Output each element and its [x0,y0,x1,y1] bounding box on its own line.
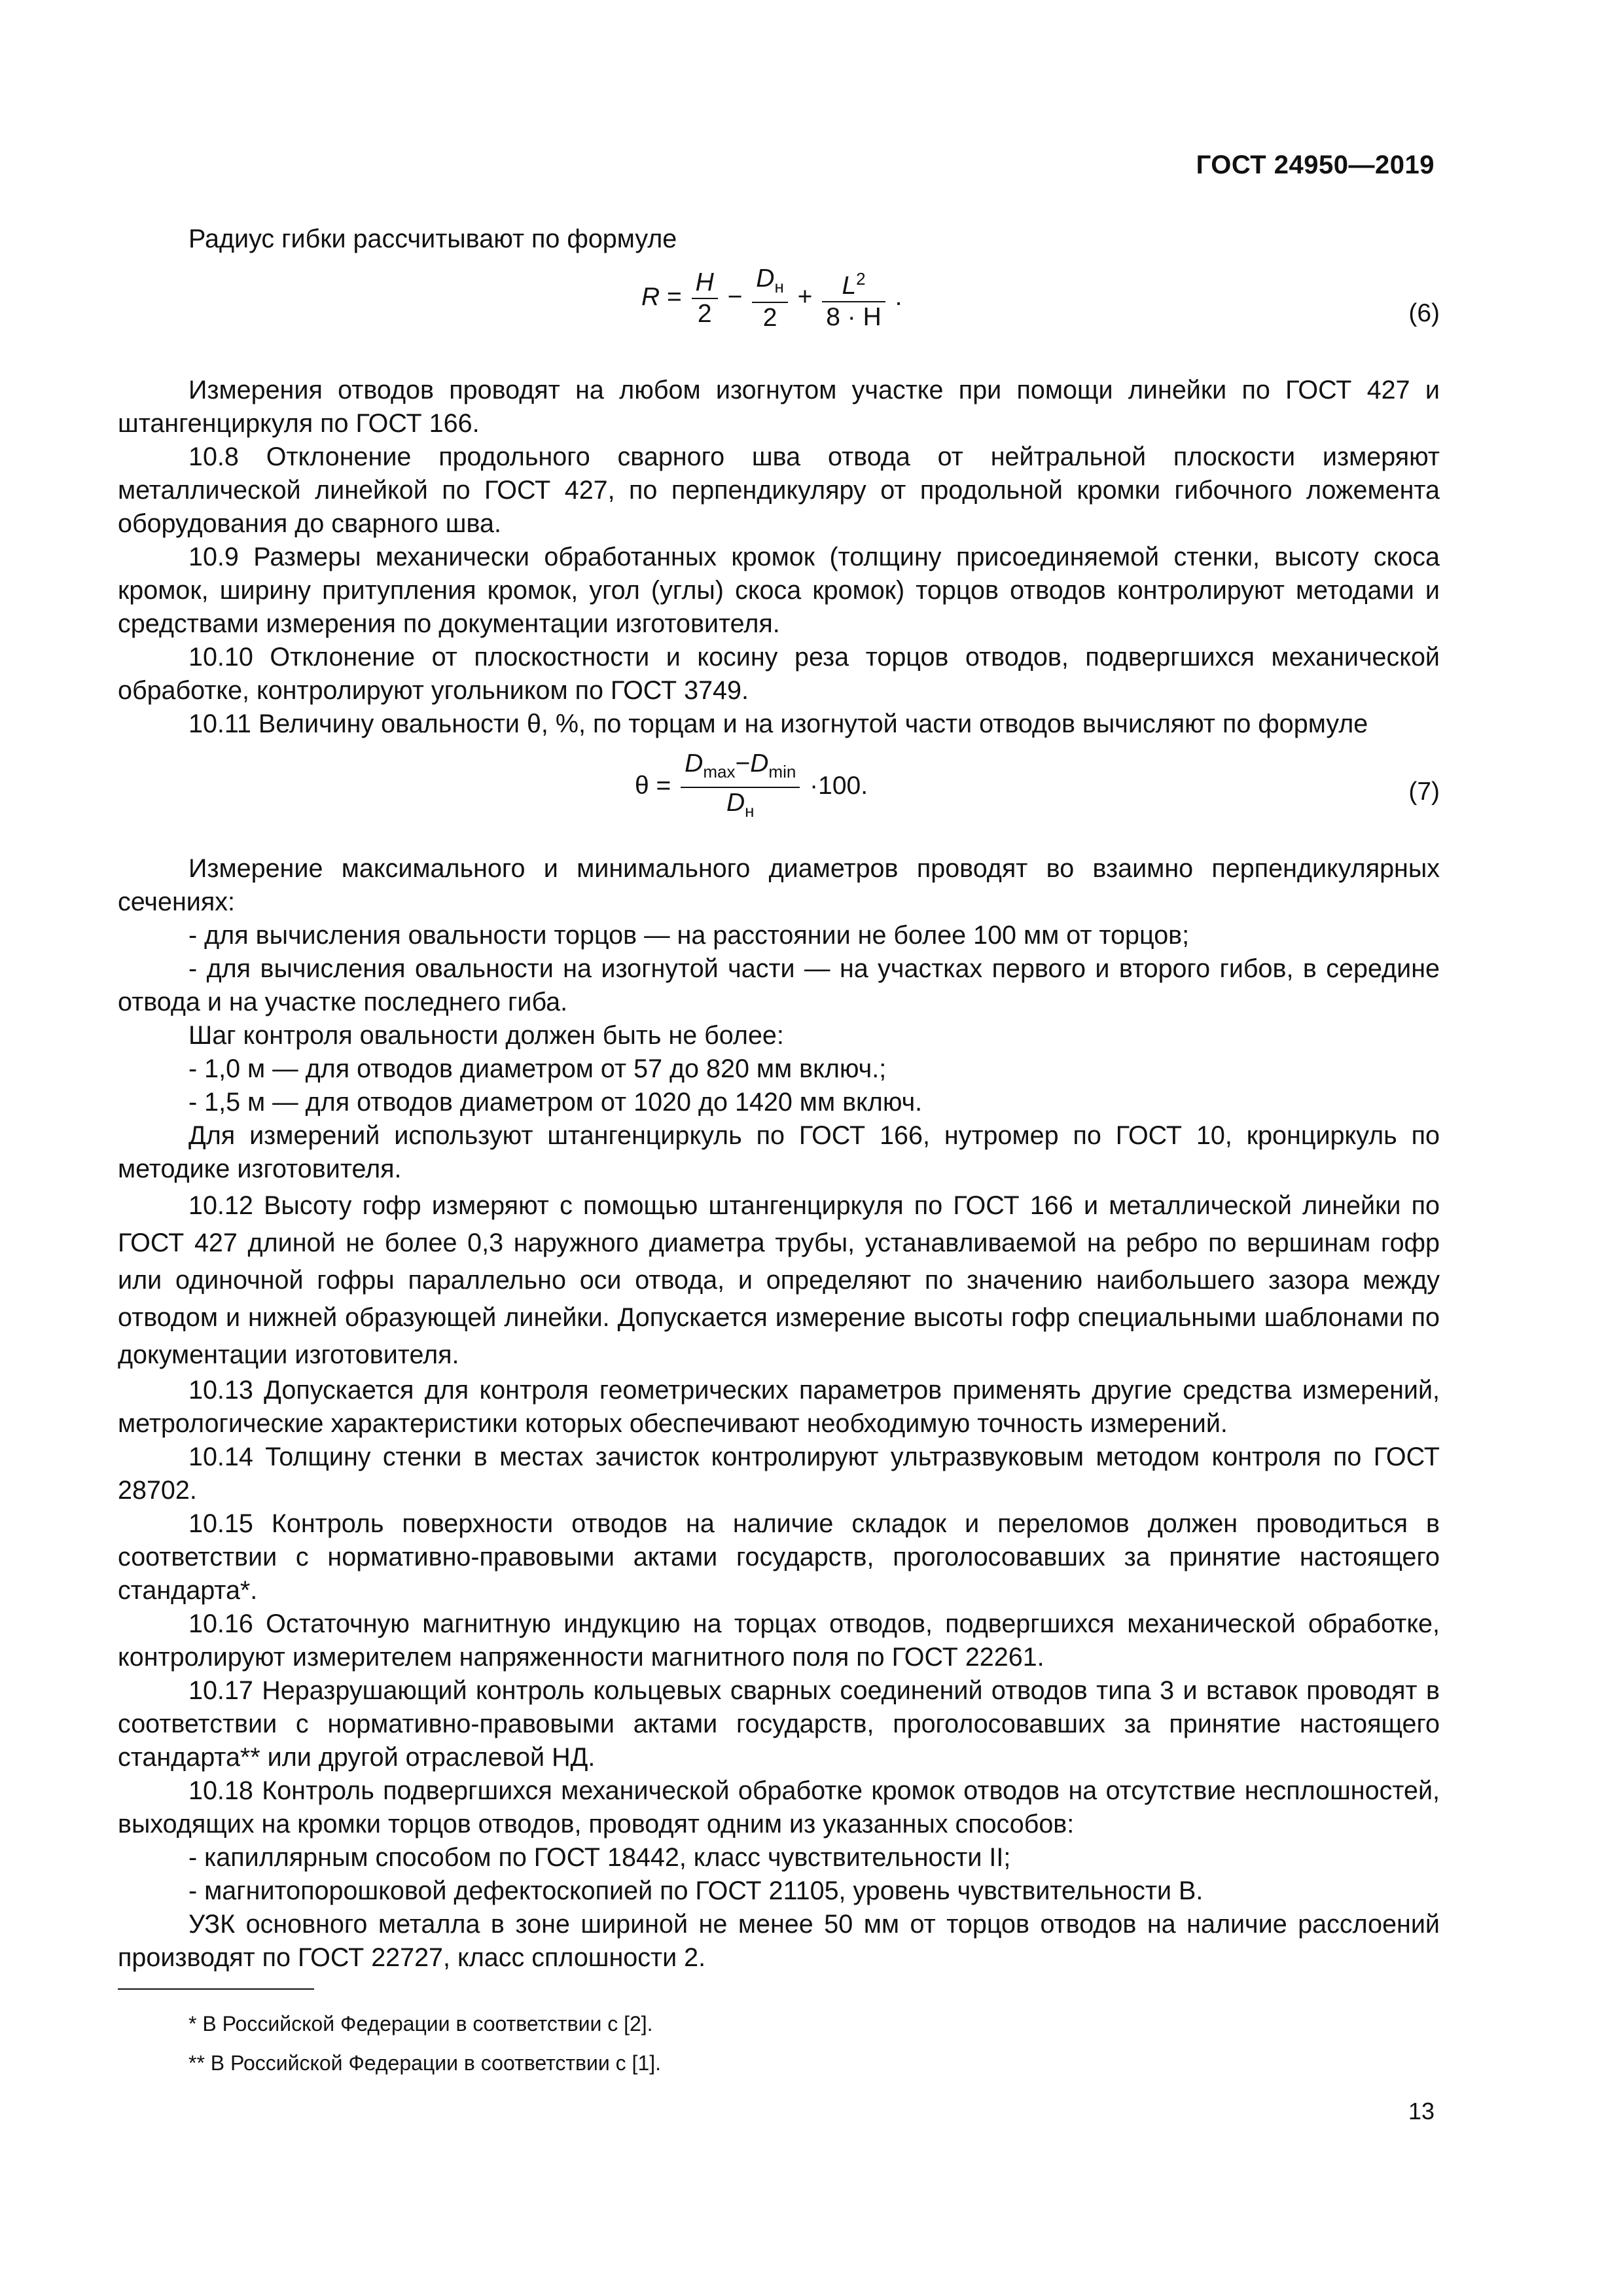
paragraph-10-17: 10.17 Неразрушающий контроль кольцевых сварных соединений отводов типа 3 и вставок проводят в соответствии с нормативно-правовыми актами государств, проголосовавших за принятие настоящего стандарта** или другой отраслевой НД. [118,1676,1440,1772]
paragraph-measure-bends: Измерения отводов проводят на любом изогнутом участке при помощи линейки по ГОСТ 427 и штангенциркуля по ГОСТ 166. [118,376,1440,438]
page-number: 13 [1408,2098,1435,2125]
footnote-2: ** В Российской Федерации в соответствии с [1]. [188,2051,662,2075]
list-item-magnetic: - магнитопорошковой дефектоскопией по ГОСТ 21105, уровень чувствительности В. [188,1876,1204,1905]
list-item-ovality-bend: - для вычисления овальности на изогнутой части — на участках первого и второго гибов, в середине отвода и на участке последнего гиба. [118,954,1440,1016]
footnotes [118,2004,1427,2083]
paragraph-uzk: УЗК основного металла в зоне шириной не менее 50 мм от торцов отводов на наличие расслоений производят по ГОСТ 22727, класс сплошности 2. [118,1910,1440,1972]
list-item-step-1: - 1,0 м — для отводов диаметром от 57 до 820 мм включ.; [188,1054,887,1083]
formula-7 [118,749,1440,840]
paragraph-10-18: 10.18 Контроль подвергшихся механической обработке кромок отводов на отсутствие несплошностей, выходящих на кромки торцов отводов, проводят одним из указанных способов: [118,1776,1440,1839]
fraction-ovality: $\frac{D_{max}-D_{min}}{D_н}$ [681,749,800,826]
paragraph-10-8: 10.8 Отклонение продольного сварного шва отвода от нейтральной плоскости измеряют металлической линейкой по ГОСТ 427, по перпендикуляру от продольной кромки гибочного ложемента оборудования до сварного шва. [118,442,1440,538]
list-item-capillary: - капиллярным способом по ГОСТ 18442, класс чувствительности II; [188,1843,1011,1872]
footnote-divider [118,1988,314,1990]
formula-7-expression: θ = $\frac{D_{max}-D_{min}}{D_н}$ ·100. [635,749,868,826]
list-item-ovality-ends: - для вычисления овальности торцов — на расстоянии не более 100 мм от торцов; [188,921,1190,950]
paragraph-10-15: 10.15 Контроль поверхности отводов на наличие складок и переломов должен проводиться в соответствии с нормативно-правовыми актами государств, проголосовавших за принятие настоящего стандарта*. [118,1509,1440,1605]
paragraph-step: Шаг контроля овальности должен быть не более: [188,1021,784,1050]
paragraph-max-min: Измерение максимального и минимального диаметров проводят во взаимно перпендикулярных сечениях: [118,854,1440,916]
intro-formula-paragraph: Радиус гибки рассчитывают по формуле [188,224,677,253]
formula-6 [118,264,1440,362]
document-body [118,223,1440,1975]
document-code-header: ГОСТ 24950—2019 [1196,151,1435,179]
paragraph-tools: Для измерений используют штангенциркуль по ГОСТ 166, нутромер по ГОСТ 10, кронциркуль по методике изготовителя. [118,1121,1440,1183]
paragraph-10-9: 10.9 Размеры механически обработанных кромок (толщину присоединяемой стенки, высоту скоса кромок, ширину притупления кромок, угол (углы) скоса кромок) торцов отводов контролируют методами и средствами измерения по документации изготовителя. [118,543,1440,638]
formula-7-number: (7) [1408,778,1440,806]
paragraph-10-10: 10.10 Отклонение от плоскостности и косину реза торцов отводов, подвергшихся механической обработке, контролируют угольником по ГОСТ 3749. [118,643,1440,705]
list-item-step-2: - 1,5 м — для отводов диаметром от 1020 до 1420 мм включ. [188,1088,923,1117]
fraction-l2-over-8h: $\frac{L^2}{8 \cdot H}$ [822,264,885,332]
formula-6-number: (6) [1408,299,1440,327]
paragraph-10-16: 10.16 Остаточную магнитную индукцию на торцах отводов, подвергшихся механической обработке, контролируют измерителем напряженности магнитного поля по ГОСТ 22261. [118,1609,1440,1672]
paragraph-10-12: 10.12 Высоту гофр измеряют с помощью штангенциркуля по ГОСТ 166 и металлической линейки по ГОСТ 427 длиной не более 0,3 наружного диаметра трубы, устанавливаемой на ребро по вершинам гофр или одиночной гофры параллельно оси отвода, и определяют по значению наибольшего зазора между отводом и нижней образующей линейки. Допускается измерение высоты гофр специальными шаблонами по документации изготовителя. [118,1191,1440,1369]
paragraph-10-14: 10.14 Толщину стенки в местах зачисток контролируют ультразвуковым методом контроля по ГОСТ 28702. [118,1443,1440,1505]
footnote-1: * В Российской Федерации в соответствии с [2]. [188,2012,653,2036]
paragraph-10-13: 10.13 Допускается для контроля геометрических параметров применять другие средства измерений, метрологические характеристики которых обеспечивают необходимую точность измерений. [118,1376,1440,1438]
fraction-dn-over-2: $\frac{D_н}{2}$ [752,264,788,333]
formula-6-expression: R = $\frac{H}{2}$ − $\frac{D_н}{2}$ + $\frac{L^2}{8 \cdot H}$ . [641,264,902,332]
fraction-h-over-2: $\frac{H}{2}$ [692,268,718,329]
paragraph-10-11: 10.11 Величину овальности θ, %, по торцам и на изогнутой части отводов вычисляют по формуле [188,709,1368,738]
